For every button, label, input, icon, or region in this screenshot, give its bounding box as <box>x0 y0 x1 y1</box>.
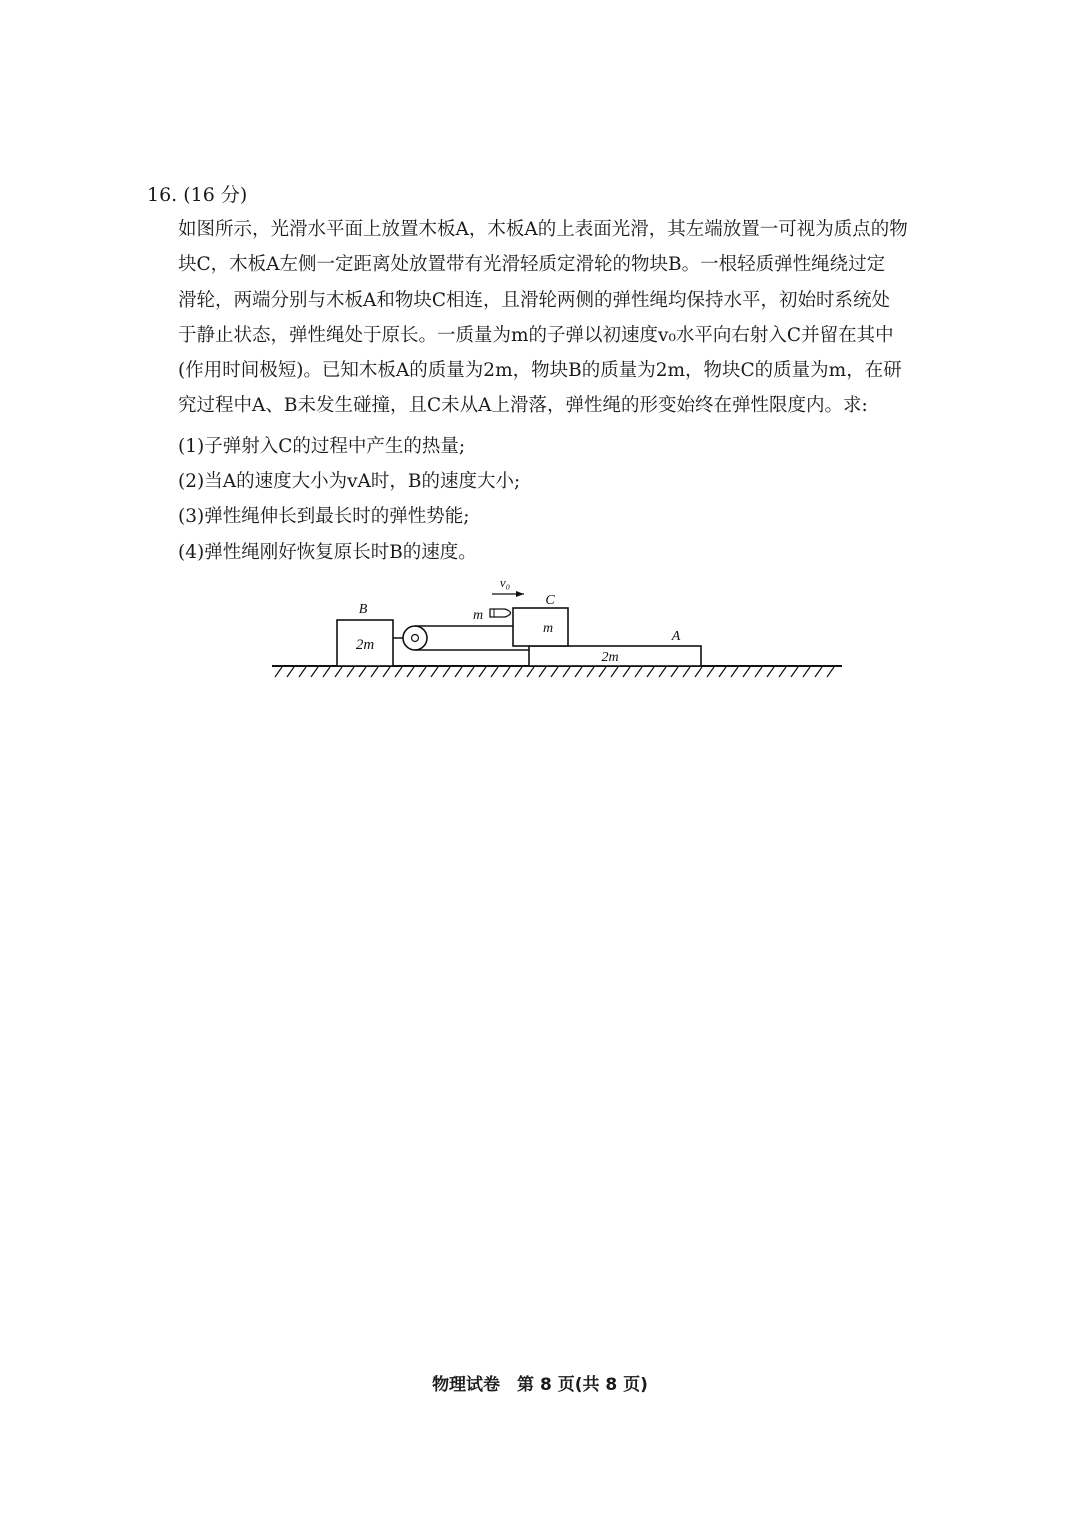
hatch-stroke <box>671 667 678 677</box>
hatch-stroke <box>575 667 582 677</box>
stem-line: (作用时间极短)。已知木板A的质量为2m，物块B的质量为2m，物块C的质量为m，在研 <box>178 360 902 382</box>
stem-line: 滑轮，两端分别与木板A和物块C相连，且滑轮两侧的弹性绳均保持水平，初始时系统处 <box>178 289 891 311</box>
hatch-stroke <box>407 667 414 677</box>
question-header: 16. (16 分) <box>147 184 248 206</box>
hatch-stroke <box>623 667 630 677</box>
hatch-stroke <box>419 667 426 677</box>
sub-question-2: (2)当A的速度大小为vA时，B的速度大小; <box>178 471 521 492</box>
hatch-stroke <box>539 667 546 677</box>
hatch-stroke <box>791 667 798 677</box>
hatch-stroke <box>491 667 498 677</box>
hatch-stroke <box>467 667 474 677</box>
physics-diagram <box>262 570 852 685</box>
hatch-stroke <box>515 667 522 677</box>
hatch-stroke <box>383 667 390 677</box>
velocity-label: v₀ <box>499 575 511 590</box>
hatch-stroke <box>335 667 342 677</box>
hatch-stroke <box>827 667 834 677</box>
hatch-stroke <box>611 667 618 677</box>
hatch-stroke <box>779 667 786 677</box>
hatch-stroke <box>359 667 366 677</box>
hatch-stroke <box>347 667 354 677</box>
stem-line: 块C，木板A左侧一定距离处放置带有光滑轻质定滑轮的物块B。一根轻质弹性绳绕过定 <box>178 254 886 276</box>
hatch-stroke <box>455 667 462 677</box>
hatch-stroke <box>719 667 726 677</box>
hatch-stroke <box>683 667 690 677</box>
hatch-stroke <box>695 667 702 677</box>
hatch-stroke <box>527 667 534 677</box>
hatch-stroke <box>551 667 558 677</box>
pulley-hub <box>412 635 419 642</box>
hatch-stroke <box>635 667 642 677</box>
hatch-stroke <box>731 667 738 677</box>
sub-question-1: (1)子弹射入C的过程中产生的热量; <box>178 436 466 457</box>
bullet-mass: m <box>472 608 484 623</box>
ground-hatching <box>275 667 834 677</box>
hatch-stroke <box>659 667 666 677</box>
block-b-label: B <box>358 602 368 617</box>
hatch-stroke <box>599 667 606 677</box>
hatch-stroke <box>647 667 654 677</box>
hatch-stroke <box>743 667 750 677</box>
hatch-stroke <box>707 667 714 677</box>
block-c-mass: m <box>542 621 554 636</box>
hatch-stroke <box>803 667 810 677</box>
block-c <box>513 608 568 646</box>
sub-question-4: (4)弹性绳刚好恢复原长时B的速度。 <box>178 542 477 563</box>
board-a-mass: 2m <box>601 650 619 665</box>
hatch-stroke <box>431 667 438 677</box>
stem-line: 如图所示，光滑水平面上放置木板A，木板A的上表面光滑，其左端放置一可视为质点的物 <box>178 219 908 240</box>
hatch-stroke <box>287 667 294 677</box>
block-c-label: C <box>545 593 555 608</box>
hatch-stroke <box>563 667 570 677</box>
hatch-stroke <box>299 667 306 677</box>
stem-line: 于静止状态，弹性绳处于原长。一质量为m的子弹以初速度v₀水平向右射入C并留在其中 <box>178 324 894 346</box>
sub-question-3: (3)弹性绳伸长到最长时的弹性势能; <box>178 506 470 527</box>
hatch-stroke <box>815 667 822 677</box>
hatch-stroke <box>371 667 378 677</box>
hatch-stroke <box>443 667 450 677</box>
hatch-stroke <box>323 667 330 677</box>
hatch-stroke <box>503 667 510 677</box>
hatch-stroke <box>395 667 402 677</box>
block-b-mass: 2m <box>355 637 375 653</box>
velocity-arrow-head <box>516 591 524 597</box>
hatch-stroke <box>767 667 774 677</box>
hatch-stroke <box>587 667 594 677</box>
board-a-label: A <box>671 629 681 644</box>
hatch-stroke <box>275 667 282 677</box>
hatch-stroke <box>755 667 762 677</box>
hatch-stroke <box>479 667 486 677</box>
bullet-icon <box>490 609 511 617</box>
page-footer: 物理试卷 第 8 页(共 8 页) <box>432 1375 648 1395</box>
hatch-stroke <box>311 667 318 677</box>
question-stem <box>178 212 938 424</box>
stem-line: 究过程中A、B未发生碰撞，且C未从A上滑落，弹性绳的形变始终在弹性限度内。求: <box>178 395 868 417</box>
